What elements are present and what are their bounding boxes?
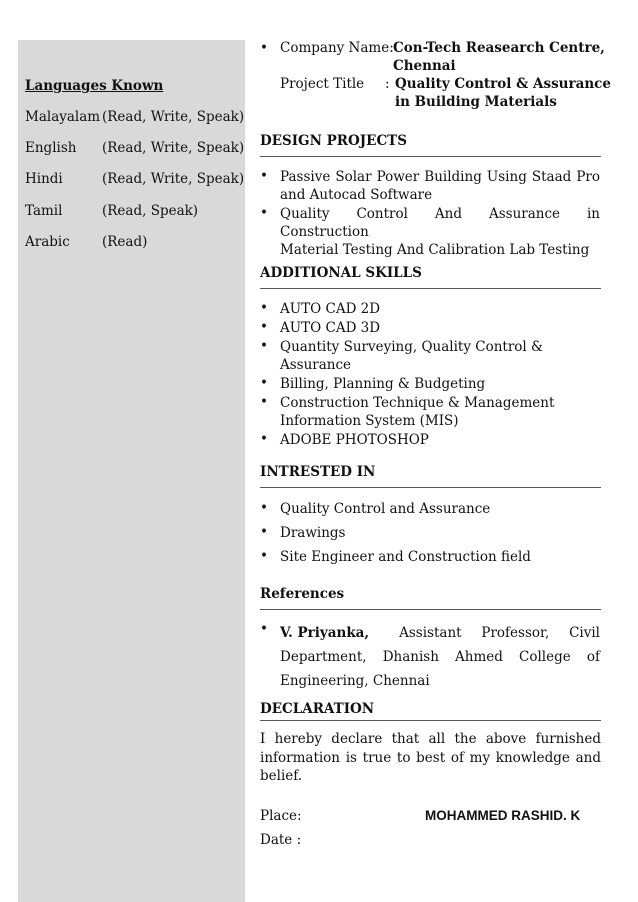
language-level: (Read) xyxy=(102,234,148,250)
reference-name: V. Priyanka, xyxy=(280,625,370,641)
project-title-value: Quality Control & Assurance xyxy=(395,76,611,92)
language-row xyxy=(25,109,244,125)
language-name: Malayalam xyxy=(25,109,101,125)
languages-heading: Languages Known xyxy=(25,78,164,94)
language-level: (Read, Write, Speak) xyxy=(102,171,245,187)
language-row xyxy=(25,234,147,250)
bullet-icon: • xyxy=(260,300,268,316)
bullet-icon: • xyxy=(260,40,268,56)
interested-in-heading: INTRESTED IN xyxy=(260,464,601,488)
language-row xyxy=(25,140,244,156)
declaration-line: I hereby declare that all the above furnished xyxy=(260,731,601,747)
skill-item: Billing, Planning & Budgeting xyxy=(280,376,486,392)
project-title-value-cont: in Building Materials xyxy=(395,94,557,110)
design-projects-heading: DESIGN PROJECTS xyxy=(260,133,601,157)
language-row xyxy=(25,171,244,187)
language-level: (Read, Write, Speak) xyxy=(102,109,245,125)
bullet-icon: • xyxy=(260,431,268,447)
reference-line: Department, Dhanish Ahmed College of xyxy=(280,649,600,665)
interest-item: Quality Control and Assurance xyxy=(280,501,491,517)
declaration-text xyxy=(260,730,601,786)
language-name: Tamil xyxy=(25,203,63,219)
item-line: Quality Control And Assurance in Construction xyxy=(280,206,600,240)
signatory-name: MOHAMMED RASHID. K xyxy=(425,808,581,823)
bullet-icon: • xyxy=(260,168,268,184)
item-line: and Autocad Software xyxy=(280,187,433,203)
bullet-icon: • xyxy=(260,524,268,540)
language-name: Hindi xyxy=(25,171,63,187)
skill-item xyxy=(280,394,600,430)
company-label: Company Name: xyxy=(280,40,394,56)
bullet-icon: • xyxy=(260,205,268,221)
additional-skills-heading: ADDITIONAL SKILLS xyxy=(260,265,601,289)
reference-item xyxy=(280,621,600,693)
declaration-line: information is true to best of my knowledge and xyxy=(260,749,601,766)
declaration-line: belief. xyxy=(260,768,303,784)
interest-item: Site Engineer and Construction field xyxy=(280,549,531,565)
sidebar-panel xyxy=(18,40,245,902)
item-line: Quantity Surveying, Quality Control & xyxy=(280,339,544,355)
item-line: Passive Solar Power Building Using Staad Pro xyxy=(280,169,600,185)
language-name: English xyxy=(25,140,77,156)
reference-line: Engineering, Chennai xyxy=(280,673,430,689)
item-line: Information System (MIS) xyxy=(280,413,459,429)
language-level: (Read, Write, Speak) xyxy=(102,140,245,156)
skill-item xyxy=(280,338,600,374)
bullet-icon: • xyxy=(260,394,268,410)
language-row xyxy=(25,203,198,219)
skill-item: AUTO CAD 2D xyxy=(280,301,381,317)
date-label: Date : xyxy=(260,832,302,848)
design-project-item xyxy=(280,168,600,204)
language-level: (Read, Speak) xyxy=(102,203,199,219)
item-line: Construction Technique & Management xyxy=(280,395,555,411)
declaration-heading: DECLARATION xyxy=(260,701,601,721)
reference-role: Assistant Professor, Civil xyxy=(399,625,600,641)
company-value: Con-Tech Reasearch Centre, xyxy=(393,40,605,56)
project-title-colon: : xyxy=(385,76,390,92)
bullet-icon: • xyxy=(260,319,268,335)
language-name: Arabic xyxy=(25,234,70,250)
place-label: Place: xyxy=(260,808,302,824)
item-line: Material Testing And Calibration Lab Testing xyxy=(280,242,590,258)
bullet-icon: • xyxy=(260,500,268,516)
interest-item: Drawings xyxy=(280,525,346,541)
item-line: Assurance xyxy=(280,357,352,373)
bullet-icon: • xyxy=(260,338,268,354)
bullet-icon: • xyxy=(260,375,268,391)
references-heading: References xyxy=(260,586,601,610)
skill-item: ADOBE PHOTOSHOP xyxy=(280,432,429,448)
skill-item: AUTO CAD 3D xyxy=(280,320,381,336)
bullet-icon: • xyxy=(260,548,268,564)
bullet-icon: • xyxy=(260,621,268,637)
design-project-item xyxy=(280,205,600,259)
project-title-label: Project Title xyxy=(280,76,365,92)
company-value-cont: Chennai xyxy=(393,58,456,74)
reference-line xyxy=(280,621,600,645)
